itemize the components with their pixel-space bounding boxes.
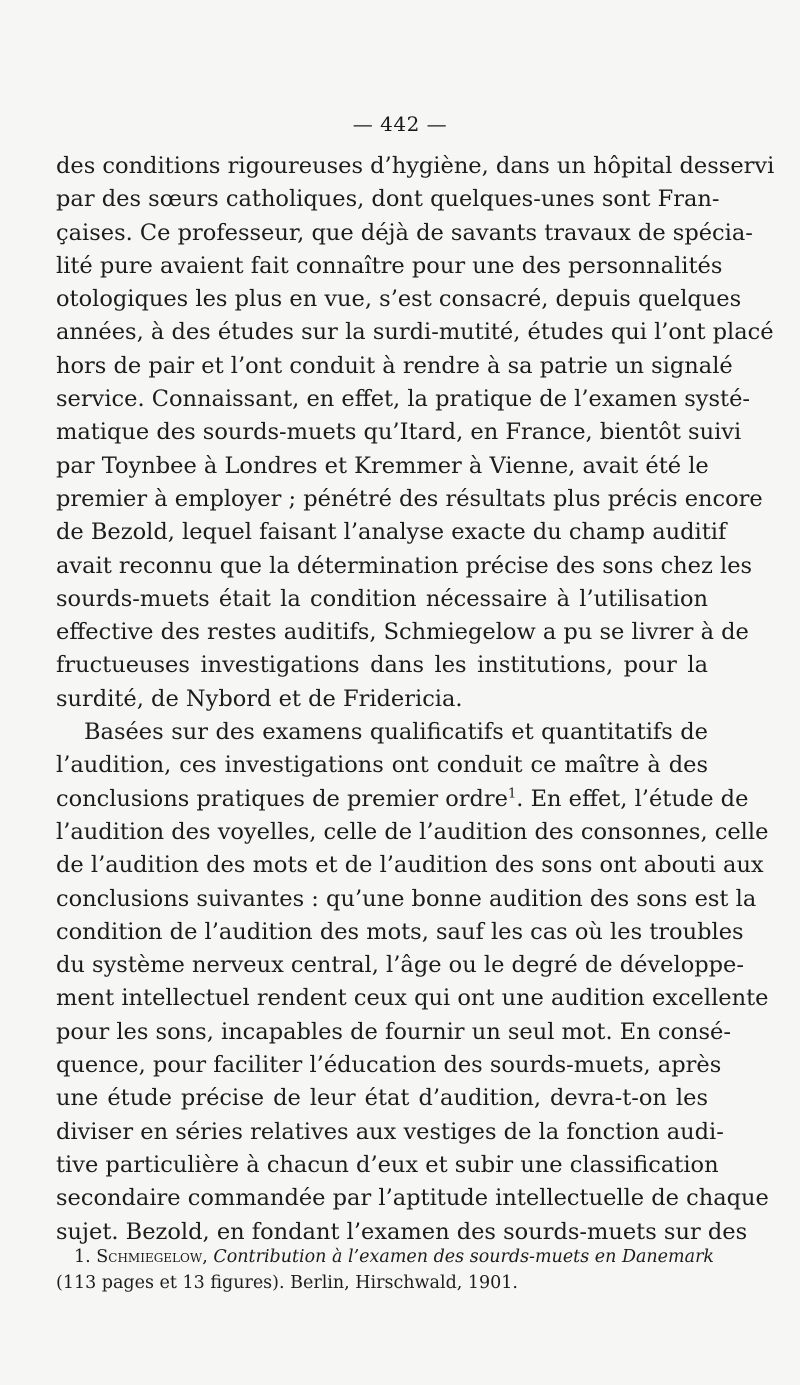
text-line: premier à employer ; pénétré des résultats plus précis encore (56, 485, 763, 512)
footnote-title: Contribution à l’examen des sourds-muets en Danemark (213, 1247, 715, 1267)
text-line: diviser en séries relatives aux vestiges de la fonction audi- (56, 1118, 724, 1145)
text-line: fructueuses investigations dans les institutions, pour la (56, 652, 708, 679)
body-text (56, 150, 775, 1249)
text-line: effective des restes auditifs, Schmiegelow a pu se livrer à de (56, 619, 749, 646)
text-line: années, à des études sur la surdi-mutité, études qui l’ont placé (56, 319, 774, 346)
text-line: une étude précise de leur état d’audition, devra-t-on les (56, 1085, 708, 1112)
text-line: matique des sourds-muets qu’Itard, en France, bientôt suivi (56, 419, 742, 446)
text-line: par des sœurs catholiques, dont quelques-unes sont Fran- (56, 186, 720, 213)
footnote (56, 1244, 715, 1296)
text-line: lité pure avaient fait connaître pour une des personnalités (56, 252, 723, 279)
text-line: surdité, de Nybord et de Fridericia. (56, 685, 463, 712)
text-line: des conditions rigoureuses d’hygiène, dans un hôpital desservi (56, 153, 775, 179)
text-fragment: . En effet, l’étude de (516, 785, 749, 812)
text-line: service. Connaissant, en effet, la pratique de l’examen systé- (56, 386, 750, 413)
text-line: ment intellectuel rendent ceux qui ont une audition excellente (56, 985, 769, 1012)
text-line: otologiques les plus en vue, s’est consacré, depuis quelques (56, 286, 742, 313)
text-line: conclusions suivantes : qu’une bonne audition des sons est la (56, 885, 757, 912)
text-line: secondaire commandée par l’aptitude intellectuelle de chaque (56, 1185, 769, 1212)
text-line: Basées sur des examens qualificatifs et quantitatifs de (84, 719, 708, 746)
footnote-number: 1. (74, 1247, 91, 1267)
text-line: hors de pair et l’ont conduit à rendre à sa patrie un signalé (56, 352, 733, 379)
text-line: l’audition des voyelles, celle de l’audition des consonnes, celle (56, 818, 769, 845)
text-fragment: conclusions pratiques de premier ordre (56, 785, 508, 812)
page-number: — 442 — (352, 112, 448, 136)
text-line: l’audition, ces investigations ont conduit ce maître à des (56, 752, 708, 779)
text-line: pour les sons, incapables de fournir un seul mot. En consé- (56, 1018, 731, 1045)
text-line: du système nerveux central, l’âge ou le degré de développe- (56, 952, 744, 979)
footnote-author: Schmiegelow (96, 1247, 203, 1267)
text-line: par Toynbee à Londres et Kremmer à Vienne, avait été le (56, 452, 709, 479)
text-line: çaises. Ce professeur, que déjà de savants travaux de spécia- (56, 219, 753, 246)
footnote-line: (113 pages et 13 figures). Berlin, Hirschwald, 1901. (56, 1273, 518, 1293)
text-line: tive particulière à chacun d’eux et subir une classification (56, 1151, 719, 1178)
text-line: quence, pour faciliter l’éducation des sourds-muets, après (56, 1052, 722, 1079)
text-line: de l’audition des mots et de l’audition des sons ont abouti aux (56, 852, 764, 879)
text-line: condition de l’audition des mots, sauf les cas où les troubles (56, 918, 744, 945)
text-line: sujet. Bezold, en fondant l’examen des sourds-muets sur des (56, 1218, 748, 1245)
footnote-line: 1. Schmiegelow, Contribution à l’examen des sourds-muets en Danemark (74, 1247, 715, 1267)
footnote-reference: 1 (508, 786, 517, 802)
text-line: de Bezold, lequel faisant l’analyse exacte du champ auditif (56, 519, 727, 546)
text-line-with-footnote (56, 783, 749, 816)
text-line: avait reconnu que la détermination précise des sons chez les (56, 552, 753, 579)
text-line: sourds-muets était la condition nécessaire à l’utilisation (56, 585, 708, 612)
